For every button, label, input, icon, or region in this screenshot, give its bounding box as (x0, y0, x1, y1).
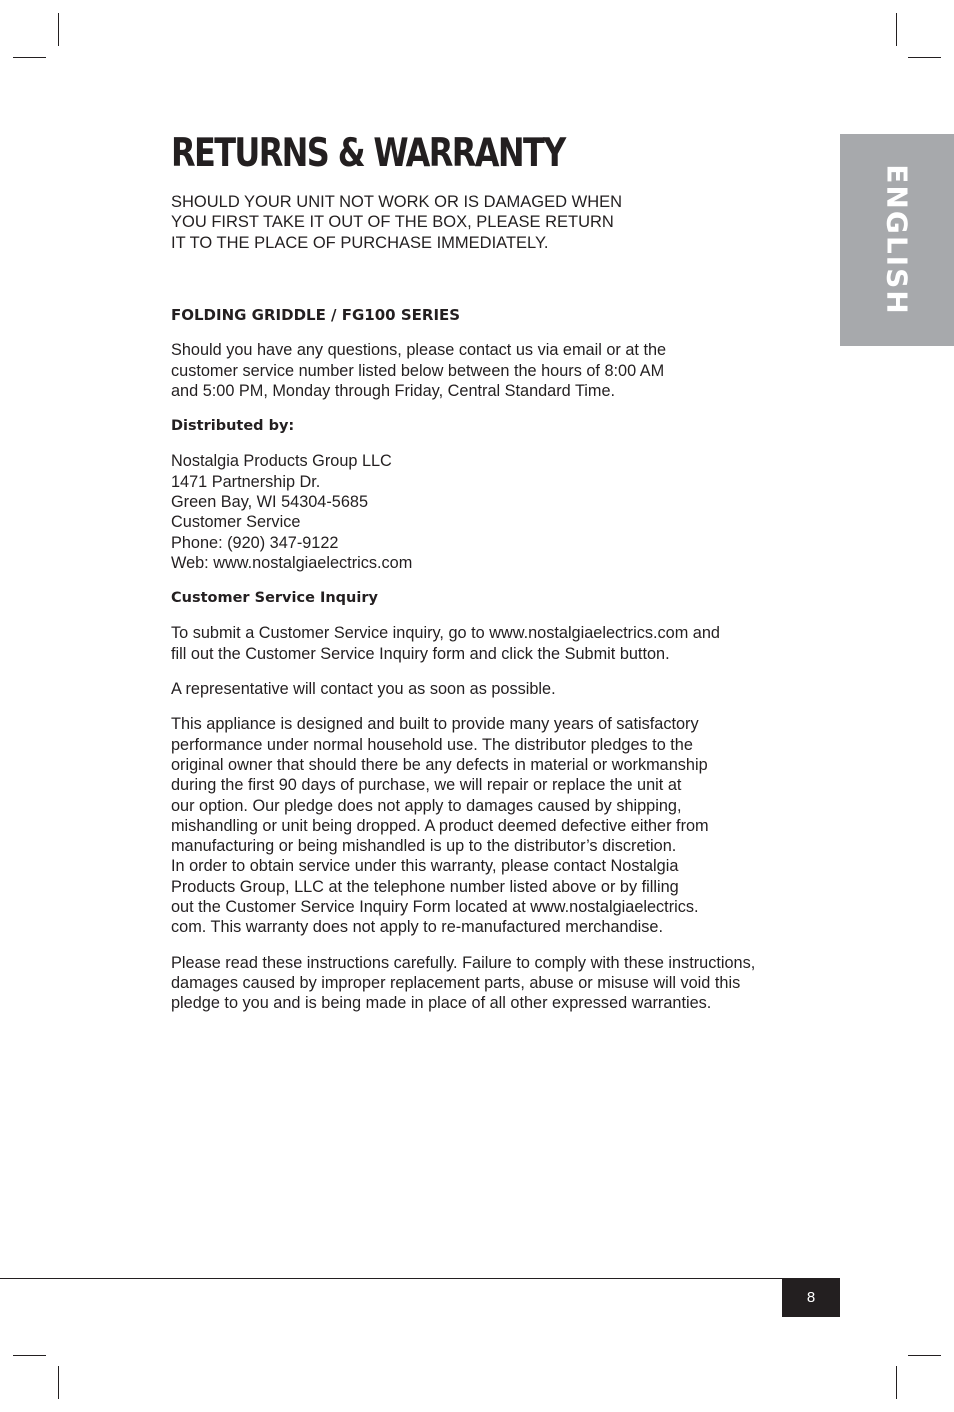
notice-line: IT TO THE PLACE OF PURCHASE IMMEDIATELY. (171, 233, 549, 252)
page-content (171, 128, 821, 1014)
representative-paragraph (171, 679, 821, 699)
page-number (782, 1278, 840, 1317)
footer-rule (0, 1278, 840, 1279)
page-number-text: 8 (806, 1289, 816, 1306)
paragraph-line: In order to obtain service under this warranty, please contact Nostalgia (171, 857, 679, 876)
inquiry-label: Customer Service Inquiry (171, 590, 378, 607)
paragraph-line: mishandling or unit being dropped. A product deemed defective either from (171, 816, 709, 835)
inquiry-paragraph (171, 623, 821, 664)
paragraph-line: Should you have any questions, please contact us via email or at the (171, 341, 667, 360)
paragraph-line: To submit a Customer Service inquiry, go to www.nostalgiaelectrics.com and (171, 624, 720, 643)
paragraph-line: com. This warranty does not apply to re-manufactured merchandise. (171, 918, 663, 937)
contact-paragraph (171, 340, 821, 401)
paragraph-line: customer service number listed below between the hours of 8:00 AM (171, 361, 665, 380)
paragraph-line: and 5:00 PM, Monday through Friday, Central Standard Time. (171, 381, 616, 400)
language-tab-label: ENGLISH (880, 164, 914, 316)
website: Web: www.nostalgiaelectrics.com (171, 553, 413, 572)
distributor-address (171, 451, 821, 573)
paragraph-line: damages caused by improper replacement parts, abuse or misuse will void this (171, 973, 741, 992)
paragraph-line: fill out the Customer Service Inquiry form and click the Submit button. (171, 644, 670, 663)
paragraph-line: Please read these instructions carefully. Failure to comply with these instructions, (171, 953, 756, 972)
warranty-paragraph (171, 714, 821, 937)
paragraph-line: out the Customer Service Inquiry Form located at www.nostalgiaelectrics. (171, 898, 699, 917)
department: Customer Service (171, 513, 301, 532)
return-notice (171, 192, 671, 253)
city-state-zip: Green Bay, WI 54304-5685 (171, 493, 368, 511)
page-title: RETURNS & WARRANTY (171, 131, 565, 176)
crop-mark (896, 13, 897, 46)
crop-mark (58, 1366, 59, 1399)
crop-mark (13, 1355, 46, 1356)
paragraph-line: our option. Our pledge does not apply to damages caused by shipping, (171, 796, 682, 815)
paragraph-line: Products Group, LLC at the telephone number listed above or by filling (171, 877, 679, 896)
crop-mark (908, 57, 941, 58)
paragraph-line: This appliance is designed and built to provide many years of satisfactory (171, 715, 699, 734)
phone-number: Phone: (920) 347-9122 (171, 533, 339, 552)
product-heading: FOLDING GRIDDLE / FG100 SERIES (171, 306, 461, 325)
crop-mark (58, 13, 59, 46)
crop-mark (908, 1355, 941, 1356)
company-name: Nostalgia Products Group LLC (171, 452, 392, 471)
crop-mark (13, 57, 46, 58)
paragraph-line: during the first 90 days of purchase, we will repair or replace the unit at (171, 776, 682, 795)
paragraph-line: performance under normal household use. The distributor pledges to the (171, 735, 693, 754)
distributed-by-label: Distributed by: (171, 418, 295, 435)
paragraph-line: A representative will contact you as soon as possible. (171, 680, 556, 699)
notice-line: YOU FIRST TAKE IT OUT OF THE BOX, PLEASE RETURN (171, 213, 614, 232)
notice-line: SHOULD YOUR UNIT NOT WORK OR IS DAMAGED WHEN (171, 193, 623, 211)
street-address: 1471 Partnership Dr. (171, 472, 321, 491)
closing-paragraph (171, 953, 821, 1014)
paragraph-line: original owner that should there be any defects in material or workmanship (171, 755, 708, 774)
paragraph-line: manufacturing or being mishandled is up to the distributor’s discretion. (171, 837, 677, 856)
crop-mark (896, 1366, 897, 1399)
language-tab (840, 134, 954, 346)
paragraph-line: pledge to you and is being made in place of all other expressed warranties. (171, 994, 712, 1013)
